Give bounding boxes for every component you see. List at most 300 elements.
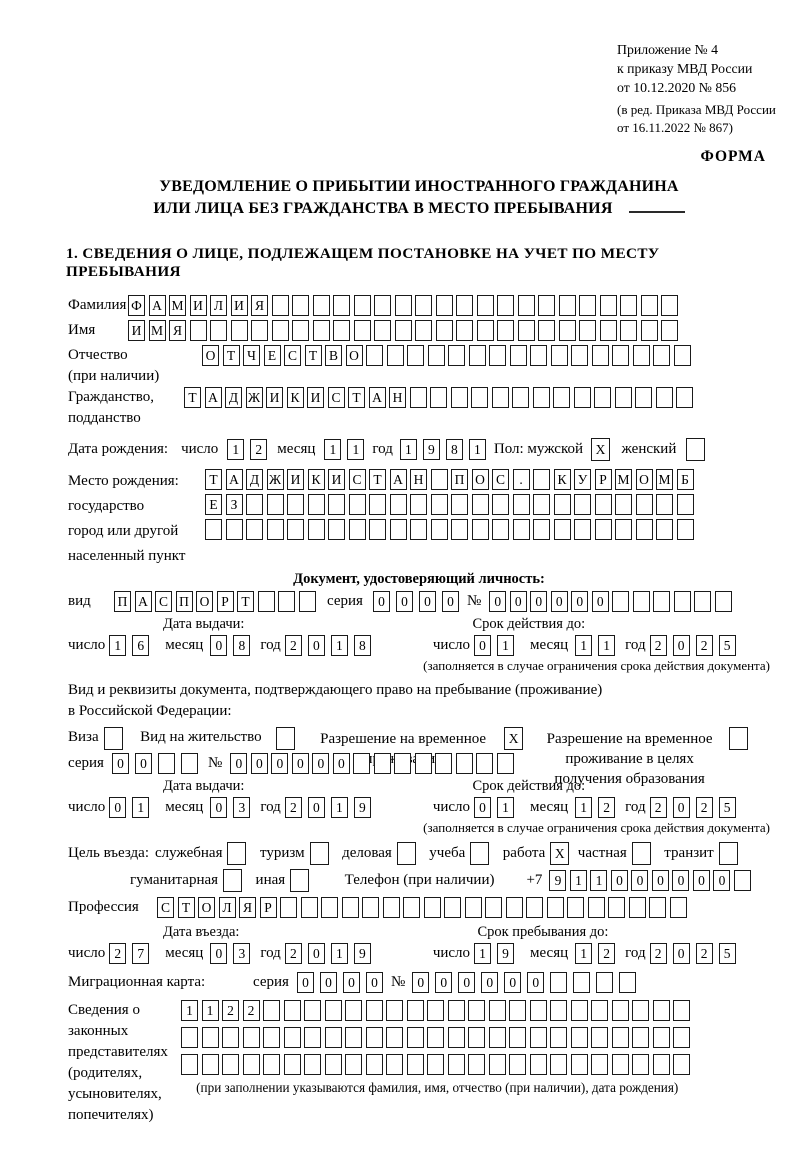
form-cell[interactable] bbox=[456, 753, 473, 774]
issue-day-cells[interactable] bbox=[109, 635, 155, 656]
form-cell[interactable]: 0 bbox=[135, 753, 152, 774]
form-cell[interactable] bbox=[431, 519, 448, 540]
form-cell[interactable] bbox=[287, 494, 304, 515]
form-cell[interactable] bbox=[290, 869, 309, 892]
form-cell[interactable] bbox=[231, 320, 248, 341]
form-cell[interactable]: 0 bbox=[297, 972, 314, 993]
form-cell[interactable] bbox=[656, 519, 673, 540]
form-cell[interactable]: . bbox=[513, 469, 530, 490]
form-cell[interactable]: У bbox=[574, 469, 591, 490]
form-cell[interactable] bbox=[571, 1027, 588, 1048]
form-cell[interactable] bbox=[407, 1027, 424, 1048]
form-cell[interactable] bbox=[431, 494, 448, 515]
form-cell[interactable] bbox=[386, 1027, 403, 1048]
form-cell[interactable]: О bbox=[636, 469, 653, 490]
form-cell[interactable] bbox=[354, 320, 371, 341]
form-cell[interactable] bbox=[448, 1000, 465, 1021]
form-cell[interactable]: 7 bbox=[132, 943, 149, 964]
form-cell[interactable]: И bbox=[128, 320, 145, 341]
form-cell[interactable]: 1 bbox=[575, 943, 592, 964]
form-cell[interactable] bbox=[492, 387, 509, 408]
form-cell[interactable]: 0 bbox=[673, 635, 690, 656]
form-cell[interactable] bbox=[600, 320, 617, 341]
form-cell[interactable]: П bbox=[176, 591, 193, 612]
purpose-transit-checkbox[interactable] bbox=[719, 842, 742, 865]
form-cell[interactable] bbox=[633, 345, 650, 366]
form-cell[interactable] bbox=[573, 972, 590, 993]
form-cell[interactable]: 0 bbox=[527, 972, 544, 993]
form-cell[interactable] bbox=[181, 1027, 198, 1048]
birth-place-cells-row1[interactable] bbox=[205, 469, 697, 490]
form-cell[interactable] bbox=[210, 320, 227, 341]
form-cell[interactable]: Е bbox=[264, 345, 281, 366]
form-cell[interactable] bbox=[333, 320, 350, 341]
form-cell[interactable] bbox=[263, 1000, 280, 1021]
form-cell[interactable] bbox=[629, 897, 646, 918]
form-cell[interactable]: 1 bbox=[598, 635, 615, 656]
form-cell[interactable] bbox=[547, 897, 564, 918]
form-cell[interactable]: Л bbox=[219, 897, 236, 918]
form-cell[interactable]: 2 bbox=[109, 943, 126, 964]
form-cell[interactable]: 1 bbox=[202, 1000, 219, 1021]
form-cell[interactable] bbox=[612, 345, 629, 366]
form-cell[interactable]: 1 bbox=[181, 1000, 198, 1021]
form-cell[interactable] bbox=[280, 897, 297, 918]
form-cell[interactable] bbox=[641, 295, 658, 316]
form-cell[interactable] bbox=[489, 1000, 506, 1021]
expiry-day-cells[interactable] bbox=[474, 635, 520, 656]
form-cell[interactable]: 3 bbox=[233, 797, 250, 818]
form-cell[interactable]: 0 bbox=[504, 972, 521, 993]
form-cell[interactable] bbox=[366, 345, 383, 366]
form-cell[interactable] bbox=[333, 295, 350, 316]
form-cell[interactable]: С bbox=[349, 469, 366, 490]
form-cell[interactable] bbox=[325, 1054, 342, 1075]
form-cell[interactable] bbox=[304, 1027, 321, 1048]
birth-month-cells[interactable] bbox=[324, 439, 370, 460]
form-cell[interactable] bbox=[635, 387, 652, 408]
temp-permit-checkbox[interactable] bbox=[504, 727, 527, 750]
issue-year-cells[interactable] bbox=[285, 797, 377, 818]
citizenship-cells[interactable] bbox=[184, 387, 697, 408]
form-cell[interactable] bbox=[468, 1027, 485, 1048]
form-cell[interactable]: 1 bbox=[331, 943, 348, 964]
form-cell[interactable] bbox=[579, 295, 596, 316]
form-cell[interactable]: 9 bbox=[423, 439, 440, 460]
birth-place-cells-row2[interactable] bbox=[205, 494, 697, 515]
form-cell[interactable] bbox=[308, 519, 325, 540]
form-cell[interactable] bbox=[471, 387, 488, 408]
form-cell[interactable] bbox=[538, 295, 555, 316]
form-cell[interactable] bbox=[476, 753, 493, 774]
form-cell[interactable] bbox=[415, 295, 432, 316]
form-cell[interactable]: 0 bbox=[611, 870, 628, 891]
form-cell[interactable] bbox=[632, 1054, 649, 1075]
form-cell[interactable]: 9 bbox=[549, 870, 566, 891]
form-cell[interactable] bbox=[342, 897, 359, 918]
form-cell[interactable]: Т bbox=[178, 897, 195, 918]
form-cell[interactable]: О bbox=[472, 469, 489, 490]
form-cell[interactable]: 1 bbox=[497, 797, 514, 818]
form-cell[interactable] bbox=[390, 494, 407, 515]
form-cell[interactable]: Л bbox=[210, 295, 227, 316]
entry-day-cells[interactable] bbox=[109, 943, 155, 964]
form-cell[interactable] bbox=[468, 1054, 485, 1075]
form-cell[interactable] bbox=[243, 1054, 260, 1075]
form-cell[interactable] bbox=[410, 519, 427, 540]
form-cell[interactable]: 0 bbox=[419, 591, 436, 612]
form-cell[interactable]: 0 bbox=[631, 870, 648, 891]
form-cell[interactable] bbox=[403, 897, 420, 918]
form-cell[interactable] bbox=[349, 494, 366, 515]
form-cell[interactable] bbox=[533, 387, 550, 408]
form-cell[interactable] bbox=[223, 869, 242, 892]
form-cell[interactable]: Д bbox=[225, 387, 242, 408]
form-cell[interactable] bbox=[574, 494, 591, 515]
form-cell[interactable] bbox=[530, 1000, 547, 1021]
residence-number-cells[interactable] bbox=[230, 753, 517, 774]
stay-day-cells[interactable] bbox=[474, 943, 520, 964]
form-cell[interactable] bbox=[472, 494, 489, 515]
birth-day-cells[interactable] bbox=[227, 439, 273, 460]
form-cell[interactable]: 2 bbox=[285, 635, 302, 656]
form-cell[interactable]: 0 bbox=[474, 635, 491, 656]
form-cell[interactable] bbox=[222, 1027, 239, 1048]
form-cell[interactable]: 0 bbox=[571, 591, 588, 612]
purpose-tourism-checkbox[interactable] bbox=[310, 842, 333, 865]
form-cell[interactable] bbox=[559, 295, 576, 316]
form-cell[interactable] bbox=[694, 591, 711, 612]
form-cell[interactable] bbox=[444, 897, 461, 918]
form-cell[interactable]: 0 bbox=[474, 797, 491, 818]
entry-year-cells[interactable] bbox=[285, 943, 377, 964]
form-cell[interactable]: А bbox=[369, 387, 386, 408]
form-cell[interactable] bbox=[292, 295, 309, 316]
form-cell[interactable] bbox=[571, 1054, 588, 1075]
form-cell[interactable] bbox=[677, 519, 694, 540]
form-cell[interactable]: А bbox=[226, 469, 243, 490]
form-cell[interactable] bbox=[374, 753, 391, 774]
form-cell[interactable] bbox=[181, 753, 198, 774]
form-cell[interactable]: 0 bbox=[489, 591, 506, 612]
form-cell[interactable]: 9 bbox=[497, 943, 514, 964]
form-cell[interactable]: 2 bbox=[650, 635, 667, 656]
form-cell[interactable] bbox=[497, 295, 514, 316]
form-cell[interactable] bbox=[456, 320, 473, 341]
form-cell[interactable] bbox=[497, 320, 514, 341]
birth-place-cells-row3[interactable] bbox=[205, 519, 697, 540]
form-cell[interactable] bbox=[313, 295, 330, 316]
form-cell[interactable]: 0 bbox=[435, 972, 452, 993]
form-cell[interactable] bbox=[632, 1000, 649, 1021]
form-cell[interactable] bbox=[620, 320, 637, 341]
form-cell[interactable] bbox=[632, 842, 651, 865]
form-cell[interactable]: 0 bbox=[308, 797, 325, 818]
form-cell[interactable] bbox=[530, 1054, 547, 1075]
form-cell[interactable]: 1 bbox=[347, 439, 364, 460]
form-cell[interactable] bbox=[301, 897, 318, 918]
form-cell[interactable] bbox=[390, 519, 407, 540]
form-cell[interactable] bbox=[641, 320, 658, 341]
expiry-year-cells[interactable] bbox=[650, 797, 742, 818]
form-cell[interactable]: 0 bbox=[672, 870, 689, 891]
form-cell[interactable] bbox=[661, 320, 678, 341]
form-cell[interactable] bbox=[533, 494, 550, 515]
form-cell[interactable] bbox=[509, 1000, 526, 1021]
form-cell[interactable]: М bbox=[169, 295, 186, 316]
form-cell[interactable]: Т bbox=[305, 345, 322, 366]
form-cell[interactable] bbox=[427, 1054, 444, 1075]
form-cell[interactable] bbox=[308, 494, 325, 515]
form-cell[interactable]: 0 bbox=[652, 870, 669, 891]
form-cell[interactable] bbox=[612, 1000, 629, 1021]
form-cell[interactable] bbox=[430, 387, 447, 408]
form-cell[interactable]: 0 bbox=[510, 591, 527, 612]
form-cell[interactable] bbox=[653, 1027, 670, 1048]
form-cell[interactable]: И bbox=[307, 387, 324, 408]
form-cell[interactable] bbox=[661, 295, 678, 316]
form-cell[interactable]: 1 bbox=[331, 635, 348, 656]
form-cell[interactable] bbox=[272, 295, 289, 316]
form-cell[interactable] bbox=[468, 1000, 485, 1021]
form-cell[interactable] bbox=[263, 1027, 280, 1048]
form-cell[interactable] bbox=[387, 345, 404, 366]
form-cell[interactable]: 1 bbox=[570, 870, 587, 891]
form-cell[interactable]: 1 bbox=[331, 797, 348, 818]
form-cell[interactable] bbox=[673, 1027, 690, 1048]
form-cell[interactable] bbox=[677, 494, 694, 515]
form-cell[interactable]: Я bbox=[169, 320, 186, 341]
form-cell[interactable]: 2 bbox=[650, 943, 667, 964]
form-cell[interactable] bbox=[492, 519, 509, 540]
form-cell[interactable] bbox=[386, 1054, 403, 1075]
form-cell[interactable] bbox=[407, 1054, 424, 1075]
form-cell[interactable]: 0 bbox=[308, 635, 325, 656]
form-cell[interactable]: 0 bbox=[713, 870, 730, 891]
form-cell[interactable] bbox=[530, 345, 547, 366]
form-cell[interactable] bbox=[321, 897, 338, 918]
form-cell[interactable] bbox=[579, 320, 596, 341]
form-cell[interactable] bbox=[670, 897, 687, 918]
form-cell[interactable]: 0 bbox=[481, 972, 498, 993]
form-cell[interactable] bbox=[190, 320, 207, 341]
form-cell[interactable] bbox=[383, 897, 400, 918]
form-cell[interactable] bbox=[284, 1000, 301, 1021]
form-cell[interactable]: С bbox=[155, 591, 172, 612]
form-cell[interactable]: X bbox=[550, 842, 569, 865]
form-cell[interactable]: 0 bbox=[693, 870, 710, 891]
form-cell[interactable] bbox=[366, 1000, 383, 1021]
form-cell[interactable] bbox=[554, 494, 571, 515]
form-cell[interactable] bbox=[734, 870, 751, 891]
form-cell[interactable]: И bbox=[190, 295, 207, 316]
form-cell[interactable] bbox=[299, 591, 316, 612]
form-cell[interactable] bbox=[267, 519, 284, 540]
form-cell[interactable] bbox=[533, 519, 550, 540]
form-cell[interactable]: Р bbox=[595, 469, 612, 490]
form-cell[interactable] bbox=[431, 469, 448, 490]
form-cell[interactable] bbox=[509, 1054, 526, 1075]
form-cell[interactable] bbox=[410, 387, 427, 408]
form-cell[interactable]: 0 bbox=[112, 753, 129, 774]
form-cell[interactable] bbox=[469, 345, 486, 366]
form-cell[interactable] bbox=[551, 345, 568, 366]
form-cell[interactable]: 6 bbox=[132, 635, 149, 656]
form-cell[interactable] bbox=[205, 519, 222, 540]
given-name-cells[interactable] bbox=[128, 320, 682, 341]
form-cell[interactable] bbox=[304, 1054, 321, 1075]
form-cell[interactable] bbox=[489, 1054, 506, 1075]
form-cell[interactable] bbox=[554, 519, 571, 540]
form-cell[interactable] bbox=[492, 494, 509, 515]
stay-month-cells[interactable] bbox=[575, 943, 621, 964]
form-cell[interactable] bbox=[674, 591, 691, 612]
form-cell[interactable] bbox=[276, 727, 295, 750]
form-cell[interactable]: 2 bbox=[696, 943, 713, 964]
form-cell[interactable] bbox=[673, 1000, 690, 1021]
form-cell[interactable] bbox=[567, 897, 584, 918]
purpose-humanitarian-checkbox[interactable] bbox=[223, 869, 246, 892]
form-cell[interactable] bbox=[292, 320, 309, 341]
form-cell[interactable]: 0 bbox=[530, 591, 547, 612]
form-cell[interactable] bbox=[632, 1027, 649, 1048]
form-cell[interactable]: И bbox=[231, 295, 248, 316]
form-cell[interactable] bbox=[533, 469, 550, 490]
form-cell[interactable]: 5 bbox=[719, 635, 736, 656]
form-cell[interactable]: X bbox=[504, 727, 523, 750]
form-cell[interactable] bbox=[284, 1054, 301, 1075]
form-cell[interactable] bbox=[407, 345, 424, 366]
form-cell[interactable]: Т bbox=[184, 387, 201, 408]
form-cell[interactable] bbox=[448, 1054, 465, 1075]
doc-kind-cells[interactable] bbox=[114, 591, 319, 612]
purpose-study-checkbox[interactable] bbox=[470, 842, 493, 865]
sex-male-checkbox[interactable] bbox=[591, 438, 614, 461]
form-cell[interactable] bbox=[530, 1027, 547, 1048]
purpose-official-checkbox[interactable] bbox=[227, 842, 250, 865]
form-cell[interactable] bbox=[435, 753, 452, 774]
form-cell[interactable] bbox=[489, 1027, 506, 1048]
form-cell[interactable]: Т bbox=[205, 469, 222, 490]
form-cell[interactable]: Ч bbox=[243, 345, 260, 366]
form-cell[interactable] bbox=[448, 1027, 465, 1048]
form-cell[interactable]: 2 bbox=[285, 797, 302, 818]
form-cell[interactable] bbox=[181, 1054, 198, 1075]
phone-cells[interactable] bbox=[549, 870, 754, 891]
form-cell[interactable] bbox=[428, 345, 445, 366]
form-cell[interactable]: Р bbox=[260, 897, 277, 918]
form-cell[interactable] bbox=[574, 387, 591, 408]
form-cell[interactable]: Я bbox=[239, 897, 256, 918]
form-cell[interactable] bbox=[559, 320, 576, 341]
form-cell[interactable] bbox=[674, 345, 691, 366]
form-cell[interactable] bbox=[456, 295, 473, 316]
form-cell[interactable]: Я bbox=[251, 295, 268, 316]
form-cell[interactable] bbox=[594, 387, 611, 408]
form-cell[interactable] bbox=[513, 494, 530, 515]
form-cell[interactable] bbox=[227, 842, 246, 865]
form-cell[interactable] bbox=[465, 897, 482, 918]
form-cell[interactable] bbox=[374, 295, 391, 316]
form-cell[interactable] bbox=[477, 295, 494, 316]
doc-number-cells[interactable] bbox=[489, 591, 735, 612]
form-cell[interactable] bbox=[485, 897, 502, 918]
form-cell[interactable]: 0 bbox=[673, 797, 690, 818]
expiry-day-cells[interactable] bbox=[474, 797, 520, 818]
form-cell[interactable] bbox=[263, 1054, 280, 1075]
form-cell[interactable]: 2 bbox=[650, 797, 667, 818]
form-cell[interactable] bbox=[571, 345, 588, 366]
form-cell[interactable] bbox=[719, 842, 738, 865]
form-cell[interactable] bbox=[472, 519, 489, 540]
form-cell[interactable] bbox=[325, 1000, 342, 1021]
form-cell[interactable] bbox=[600, 295, 617, 316]
form-cell[interactable]: 0 bbox=[592, 591, 609, 612]
form-cell[interactable] bbox=[328, 494, 345, 515]
form-cell[interactable]: К bbox=[287, 387, 304, 408]
form-cell[interactable]: А bbox=[205, 387, 222, 408]
form-cell[interactable]: О bbox=[202, 345, 219, 366]
form-cell[interactable]: 0 bbox=[109, 797, 126, 818]
issue-year-cells[interactable] bbox=[285, 635, 377, 656]
form-cell[interactable] bbox=[656, 494, 673, 515]
form-cell[interactable] bbox=[226, 519, 243, 540]
form-cell[interactable] bbox=[427, 1000, 444, 1021]
form-cell[interactable] bbox=[410, 494, 427, 515]
form-cell[interactable] bbox=[272, 320, 289, 341]
form-cell[interactable]: 0 bbox=[230, 753, 247, 774]
form-cell[interactable]: С bbox=[157, 897, 174, 918]
form-cell[interactable] bbox=[550, 1054, 567, 1075]
purpose-private-checkbox[interactable] bbox=[632, 842, 655, 865]
form-cell[interactable]: 1 bbox=[132, 797, 149, 818]
form-cell[interactable] bbox=[386, 1000, 403, 1021]
form-cell[interactable]: К bbox=[308, 469, 325, 490]
form-cell[interactable]: Р bbox=[217, 591, 234, 612]
form-cell[interactable]: 0 bbox=[320, 972, 337, 993]
form-cell[interactable] bbox=[591, 1054, 608, 1075]
form-cell[interactable]: 2 bbox=[243, 1000, 260, 1021]
form-cell[interactable] bbox=[612, 1054, 629, 1075]
form-cell[interactable] bbox=[345, 1054, 362, 1075]
form-cell[interactable] bbox=[374, 320, 391, 341]
form-cell[interactable] bbox=[649, 897, 666, 918]
form-cell[interactable]: X bbox=[591, 438, 610, 461]
form-cell[interactable]: С bbox=[492, 469, 509, 490]
form-cell[interactable] bbox=[345, 1000, 362, 1021]
form-cell[interactable] bbox=[284, 1027, 301, 1048]
form-cell[interactable]: 9 bbox=[354, 943, 371, 964]
form-cell[interactable]: 0 bbox=[210, 635, 227, 656]
form-cell[interactable]: А bbox=[149, 295, 166, 316]
form-cell[interactable]: 0 bbox=[343, 972, 360, 993]
form-cell[interactable]: С bbox=[284, 345, 301, 366]
migration-series-cells[interactable] bbox=[297, 972, 389, 993]
form-cell[interactable]: П bbox=[451, 469, 468, 490]
form-cell[interactable] bbox=[595, 519, 612, 540]
form-cell[interactable] bbox=[451, 494, 468, 515]
form-cell[interactable]: Т bbox=[369, 469, 386, 490]
profession-cells[interactable] bbox=[157, 897, 690, 918]
form-cell[interactable] bbox=[553, 387, 570, 408]
purpose-business-checkbox[interactable] bbox=[397, 842, 420, 865]
form-cell[interactable]: 1 bbox=[227, 439, 244, 460]
form-cell[interactable]: 1 bbox=[590, 870, 607, 891]
form-cell[interactable] bbox=[513, 519, 530, 540]
form-cell[interactable]: Т bbox=[223, 345, 240, 366]
form-cell[interactable]: В bbox=[325, 345, 342, 366]
form-cell[interactable] bbox=[369, 519, 386, 540]
